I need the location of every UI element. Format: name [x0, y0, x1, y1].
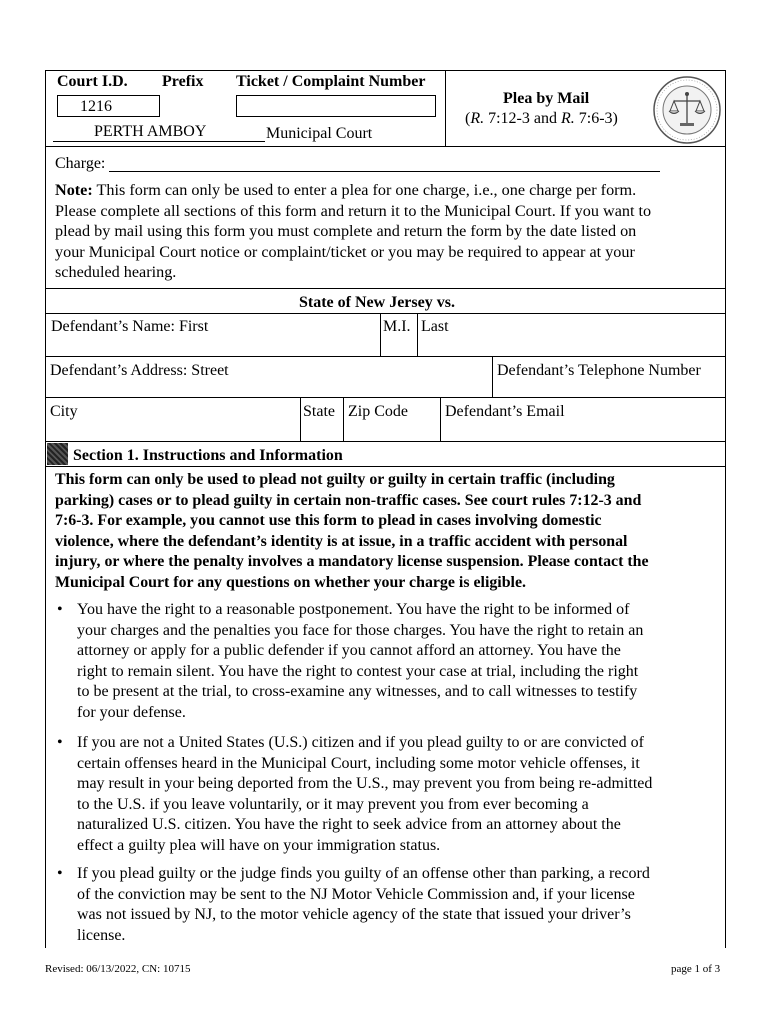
bullet-3-line-4: license.	[77, 926, 126, 944]
rule-r1: R.	[470, 110, 485, 127]
ticket-number-field[interactable]	[236, 95, 436, 117]
form-title: Plea by Mail	[503, 90, 590, 107]
court-id-label: Court I.D.	[57, 73, 128, 90]
bullet-2	[77, 733, 725, 857]
email-left-divider	[440, 397, 441, 441]
bullet-3-line-1: If you plead guilty or the judge finds you guilty of an offense other than parking, a record	[77, 865, 650, 882]
note-line-3: plead by mail using this form you must complete and return the form by the date listed on	[55, 222, 637, 241]
intro-line-2: parking) cases or to plead guilty in certain non-traffic cases. See court rules 7:12-3 and	[55, 491, 642, 509]
municipality-name: PERTH AMBOY	[94, 123, 207, 140]
frame-top	[45, 70, 726, 71]
city-field[interactable]	[46, 398, 300, 441]
note-line-4: your Municipal Court notice or complaint/ticket or you may be required to appear at your	[55, 242, 635, 261]
bullet-3-line-3: was not issued by NJ, to the motor vehicle agency of the state that issued your driver’s	[77, 906, 631, 924]
section-marker	[47, 443, 68, 465]
state-heading: State of New Jersey vs.	[299, 294, 455, 311]
city-row-bottom	[45, 441, 726, 442]
bullet-1-line-1: You have the right to a reasonable postponement. You have the right to be informed of	[77, 601, 630, 618]
defendant-telephone-label: Defendant’s Telephone Number	[497, 362, 701, 379]
bullet-2-line-6: effect a guilty plea will have on your immigration status.	[77, 836, 441, 854]
intro-line-6: Municipal Court for any questions on whether your charge is eligible.	[55, 573, 527, 591]
bullet-1-line-2: your charges and the penalties you face for those charges. You have the right to retain an	[77, 621, 644, 639]
note-bottom-line	[45, 288, 726, 289]
municipal-court-label: Municipal Court	[266, 125, 373, 142]
frame-right	[725, 70, 726, 948]
zip-code-field[interactable]	[344, 398, 440, 441]
defendant-mi-label: M.I.	[383, 318, 411, 335]
state-field[interactable]	[301, 398, 343, 441]
bullet-2-glyph: •	[57, 734, 63, 751]
bullet-1-glyph: •	[57, 601, 63, 618]
state-label: State	[303, 403, 335, 420]
bullet-1	[77, 600, 725, 724]
bullet-2-line-3: may result in your being deported from the U.S., may prevent you from being re-admitted	[77, 775, 653, 793]
section1-heading: Section 1. Instructions and Information	[73, 447, 343, 464]
intro-line-3: 7:6-3. For example, you cannot use this form to plead in cases involving domestic	[55, 512, 602, 530]
city-label: City	[50, 403, 78, 420]
intro-line-5: injury, or where the penalty involves a mandatory license suspension. Please contact the	[55, 553, 649, 571]
header-bottom-line	[45, 146, 726, 147]
note-line-1-text: This form can only be used to enter a plea for one charge, i.e., one charge per form.	[96, 181, 637, 199]
court-id-value: 1216	[80, 98, 112, 115]
bullet-3	[77, 864, 725, 946]
intro-line-1: This form can only be used to plead not guilty or guilty in certain traffic (including	[55, 471, 615, 488]
frame-left	[45, 70, 46, 948]
zip-left-divider	[343, 397, 344, 441]
court-seal-icon	[652, 75, 722, 145]
rule-open: (	[465, 110, 471, 127]
defendant-last-name-label: Last	[421, 318, 449, 335]
header-divider	[445, 70, 446, 146]
name-row-top	[45, 313, 726, 314]
mi-right-divider	[417, 313, 418, 356]
bullet-2-line-1: If you are not a United States (U.S.) citizen and if you plead guilty to or are convicted of	[77, 734, 644, 751]
charge-field[interactable]	[109, 152, 660, 172]
defendant-email-label: Defendant’s Email	[445, 403, 565, 420]
bullet-3-glyph: •	[57, 865, 63, 882]
defendant-address-label: Defendant’s Address: Street	[50, 362, 229, 379]
defendant-telephone-field[interactable]	[493, 357, 724, 397]
municipality-underline	[53, 141, 265, 142]
bullet-1-line-3: attorney or apply for a public defender if you cannot afford an attorney. You have the	[77, 642, 621, 660]
defendant-mi-field[interactable]	[381, 314, 417, 356]
section1-intro	[55, 470, 723, 594]
note-line-5: scheduled hearing.	[55, 263, 177, 282]
bullet-3-line-2: of the conviction may be sent to the NJ Motor Vehicle Commission and, if your license	[77, 885, 635, 903]
bullet-1-line-4: right to remain silent. You have the right to contest your case at trial, including the right	[77, 662, 639, 680]
note-label: Note:	[55, 181, 93, 199]
state-left-divider	[300, 397, 301, 441]
mi-left-divider	[380, 313, 381, 356]
form-rules	[465, 111, 618, 127]
court-id-field[interactable]	[57, 95, 160, 117]
charge-label: Charge:	[55, 155, 106, 172]
rule-r2: R.	[560, 110, 575, 127]
note-line-2: Please complete all sections of this form and return it to the Municipal Court. If you want to	[55, 201, 652, 220]
defendant-last-name-field[interactable]	[418, 314, 724, 356]
defendant-email-field[interactable]	[441, 398, 724, 441]
note-paragraph	[55, 180, 720, 283]
defendant-first-name-field[interactable]	[46, 314, 380, 356]
bullet-1-line-5: to be present at the trial, to cross-examine any witnesses, and to call witnesses to testify	[77, 683, 638, 701]
defendant-first-name-label: Defendant’s Name: First	[51, 318, 209, 335]
zip-code-label: Zip Code	[348, 403, 408, 420]
bullet-2-line-4: to the U.S. if you leave voluntarily, or it may prevent you from ever becoming a	[77, 795, 589, 813]
note-line-1	[55, 180, 720, 201]
page-number: page 1 of 3	[671, 963, 721, 975]
rule-end: 7:6-3)	[574, 110, 618, 127]
defendant-address-field[interactable]	[46, 357, 492, 397]
prefix-label: Prefix	[162, 73, 204, 90]
charge-underline	[109, 171, 660, 172]
revised-footer: Revised: 06/13/2022, CN: 10715	[45, 963, 191, 975]
ticket-label: Ticket / Complaint Number	[236, 73, 426, 90]
section1-heading-bottom	[45, 466, 726, 467]
bullet-2-line-2: certain offenses heard in the Municipal Court, including some motor vehicle offenses, it	[77, 754, 640, 772]
rule-mid: 7:12-3 and	[484, 110, 561, 127]
intro-line-4: violence, where the defendant’s identity is at issue, in a traffic accident with personal	[55, 532, 628, 550]
address-divider	[492, 356, 493, 397]
bullet-2-line-5: naturalized U.S. citizen. You have the right to seek advice from an attorney about the	[77, 816, 621, 834]
bullet-1-line-6: for your defense.	[77, 703, 186, 721]
